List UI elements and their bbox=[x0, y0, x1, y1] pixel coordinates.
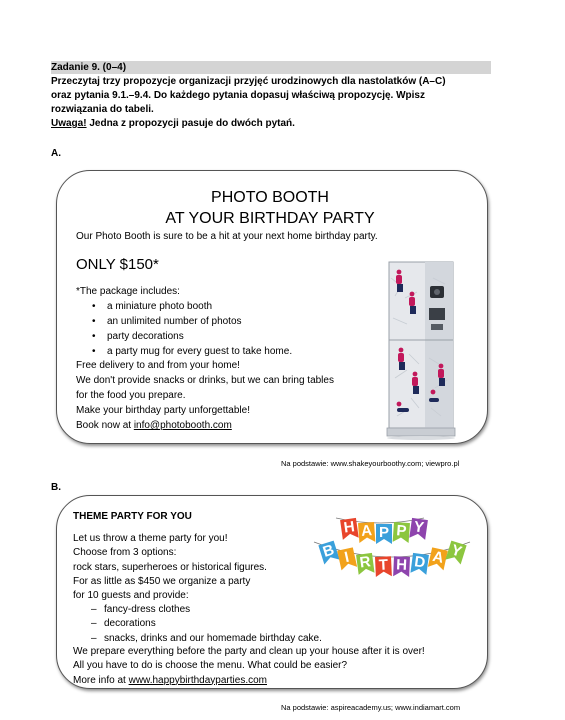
offer-b-item: – fancy-dress clothes bbox=[73, 603, 393, 617]
offer-b-text bbox=[73, 532, 333, 603]
banner-pennant bbox=[409, 518, 428, 540]
offer-b-line: For as little as $450 we organize a party bbox=[73, 575, 251, 587]
banner-letter: Y bbox=[449, 541, 464, 561]
photo-booth-image bbox=[385, 258, 457, 440]
offer-b-after-2: All you have to do is choose the menu. What could be easier? bbox=[73, 660, 348, 672]
package-item: • party decorations bbox=[76, 329, 376, 344]
booking-line bbox=[76, 418, 386, 433]
instruction-note bbox=[51, 117, 501, 131]
package-item: • a miniature photo booth bbox=[76, 299, 376, 314]
banner-pennant bbox=[375, 556, 392, 577]
offer-b-title: THEME PARTY FOR YOU bbox=[73, 511, 192, 522]
offer-a-title-line1: PHOTO BOOTH bbox=[211, 189, 329, 206]
banner-letter: P bbox=[395, 522, 407, 540]
instruction-line: rozwiązania do tabeli. bbox=[51, 104, 154, 115]
banner-letter: A bbox=[360, 522, 373, 540]
banner-letter: H bbox=[395, 556, 408, 574]
more-info-line bbox=[73, 674, 473, 688]
slogan-text: Make your birthday party unforgettable! bbox=[76, 405, 250, 416]
banner-pennant bbox=[445, 541, 466, 565]
note-label: Uwaga! bbox=[51, 118, 87, 129]
offer-b-line: rock stars, superheroes or historical figures. bbox=[73, 561, 267, 573]
offer-b-line: Choose from 3 options: bbox=[73, 547, 177, 559]
banner-letter: P bbox=[378, 524, 390, 541]
banner-pennant bbox=[337, 547, 357, 570]
snacks-text-2: for the food you prepare. bbox=[76, 390, 186, 401]
offer-b-items bbox=[73, 603, 393, 646]
banner-pennant bbox=[428, 547, 448, 570]
task-instructions bbox=[51, 75, 501, 131]
note-text: Jedna z propozycji pasuje do dwóch pytań. bbox=[86, 118, 295, 129]
delivery-text: Free delivery to and from your home! bbox=[76, 360, 240, 371]
snacks-text-1: We don't provide snacks or drinks, but we can bring tables bbox=[76, 375, 334, 386]
banner-pennant bbox=[393, 522, 410, 543]
package-item: • a party mug for every guest to take home. bbox=[76, 344, 376, 359]
offer-a-price: ONLY $150* bbox=[76, 256, 159, 273]
banner-pennant bbox=[356, 553, 374, 575]
booking-prefix: Book now at bbox=[76, 420, 134, 431]
offer-b-after-1: We prepare everything before the party and clean up your house after it is over! bbox=[73, 646, 425, 657]
package-item: • an unlimited number of photos bbox=[76, 314, 376, 329]
banner-letter: Y bbox=[412, 518, 425, 537]
banner-pennant bbox=[358, 522, 375, 543]
source-b: Na podstawie: aspireacademy.us; www.indiamart.com bbox=[281, 703, 461, 712]
instruction-line: Przeczytaj trzy propozycje organizacji przyjęć urodzinowych dla nastolatków (A–C) bbox=[51, 76, 446, 87]
banner-letter: A bbox=[431, 547, 446, 567]
task-title: Zadanie 9. (0–4) bbox=[51, 62, 127, 73]
offer-a-title bbox=[75, 187, 465, 229]
offer-a-title-line2: AT YOUR BIRTHDAY PARTY bbox=[165, 210, 375, 227]
banner-row-birthday bbox=[318, 541, 466, 577]
banner-letter: R bbox=[358, 553, 372, 572]
offer-b-line: Let us throw a theme party for you! bbox=[73, 533, 228, 544]
banner-letter: B bbox=[320, 541, 337, 561]
instruction-line: oraz pytania 9.1.–9.4. Do każdego pytania dopasuj właściwą propozycję. Wpisz bbox=[51, 90, 425, 101]
booking-email-link[interactable]: info@photobooth.com bbox=[133, 420, 232, 431]
banner-pennant bbox=[393, 556, 410, 577]
banner-pennant bbox=[376, 524, 392, 544]
offer-b-line: for 10 guests and provide: bbox=[73, 590, 189, 602]
package-intro: *The package includes: bbox=[76, 286, 180, 297]
offer-b-closing bbox=[73, 645, 473, 688]
banner-pennant bbox=[410, 553, 428, 575]
offer-b-item: – snacks, drinks and our homemade birthday cake. bbox=[73, 632, 393, 646]
banner-letter: D bbox=[413, 553, 427, 572]
offer-b-item: – decorations bbox=[73, 617, 393, 631]
banner-row-happy bbox=[340, 518, 428, 544]
banner-letter: T bbox=[378, 556, 389, 574]
banner-letter: H bbox=[342, 518, 356, 537]
section-a-label: A. bbox=[51, 148, 61, 159]
source-a: Na podstawie: www.shakeyourboothy.com; viewpro.pl bbox=[281, 459, 460, 468]
more-info-prefix: More info at bbox=[73, 674, 129, 686]
offer-a-details bbox=[76, 358, 386, 433]
more-info-link[interactable]: www.happybirthdayparties.com bbox=[128, 674, 267, 686]
banner-pennant bbox=[340, 518, 359, 540]
happy-birthday-banner bbox=[312, 510, 472, 590]
section-b-label: B. bbox=[51, 482, 61, 493]
offer-a-intro: Our Photo Booth is sure to be a hit at your next home birthday party. bbox=[76, 231, 378, 242]
package-list bbox=[76, 299, 376, 359]
banner-letter: I bbox=[342, 548, 351, 567]
